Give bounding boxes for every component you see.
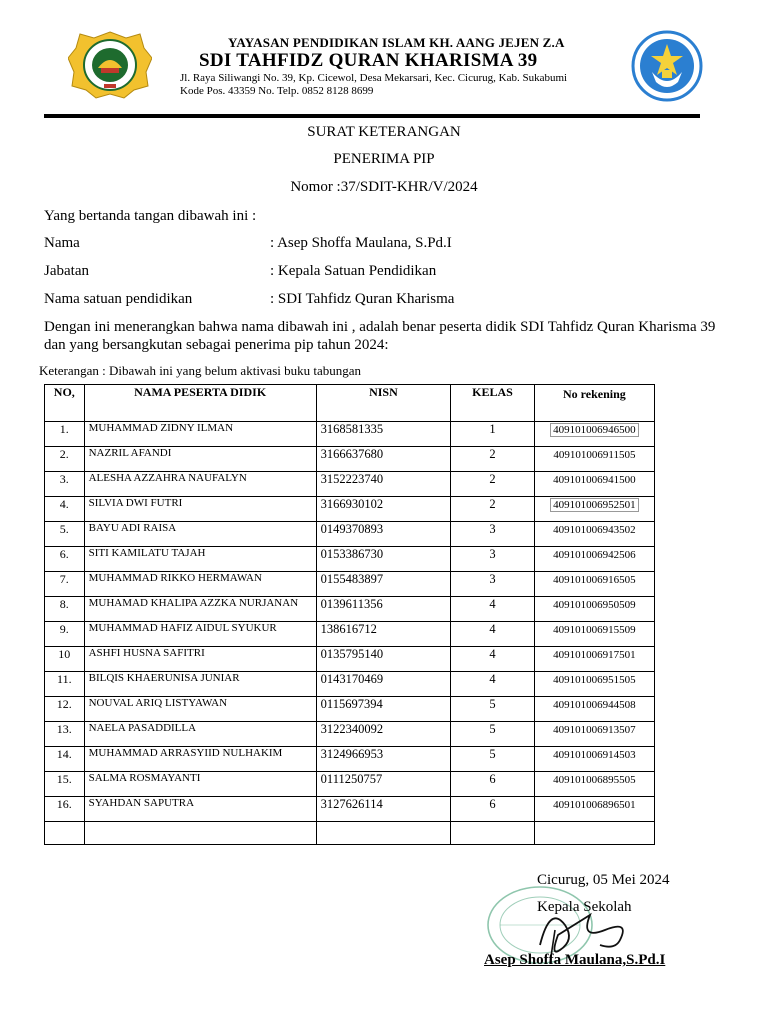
row-no: 5.	[45, 522, 85, 547]
table-row	[45, 622, 655, 647]
note-text: Keterangan : Dibawah ini yang belum aktivasi buku tabungan	[39, 363, 362, 378]
row-student-name: MUHAMMAD ARRASYIID NULHAKIM	[84, 747, 316, 772]
row-kelas: 5	[451, 722, 535, 747]
field-label-name: Nama	[44, 235, 80, 251]
row-nisn: 0143170469	[316, 672, 451, 697]
row-kelas: 2	[451, 447, 535, 472]
row-nisn: 0153386730	[316, 547, 451, 572]
table-body	[45, 422, 655, 845]
rekening-box: 409101006952501	[550, 498, 639, 512]
school-name: SDI TAHFIDZ QURAN KHARISMA 39	[199, 50, 538, 71]
row-rekening: 409101006915509	[534, 622, 654, 647]
field-value-position: : Kepala Satuan Pendidikan	[270, 263, 437, 279]
row-no: 15.	[45, 772, 85, 797]
rekening-box: 409101006946500	[550, 423, 639, 437]
row-student-name: MUHAMAD KHALIPA AZZKA NURJANAN	[84, 597, 316, 622]
row-no: 10	[45, 647, 85, 672]
row-nisn: 3168581335	[316, 422, 451, 447]
table-row	[45, 772, 655, 797]
row-student-name: ALESHA AZZAHRA NAUFALYN	[84, 472, 316, 497]
row-rekening: 409101006896501	[534, 797, 654, 822]
table-row	[45, 497, 655, 522]
row-no: 2.	[45, 447, 85, 472]
table-row	[45, 597, 655, 622]
table-row	[45, 647, 655, 672]
row-nisn: 3166930102	[316, 497, 451, 522]
row-no: 7.	[45, 572, 85, 597]
row-nisn: 0139611356	[316, 597, 451, 622]
row-student-name: SILVIA DWI FUTRI	[84, 497, 316, 522]
row-student-name: BAYU ADI RAISA	[84, 522, 316, 547]
table-row	[45, 797, 655, 822]
row-nisn: 3122340092	[316, 722, 451, 747]
header-name: NAMA PESERTA DIDIK	[84, 385, 316, 422]
document-title: SURAT KETERANGAN	[307, 124, 461, 140]
field-label-unit: Nama satuan pendidikan	[44, 291, 193, 307]
row-no: 12.	[45, 697, 85, 722]
row-student-name: MUHAMMAD ZIDNY ILMAN	[84, 422, 316, 447]
table-row	[45, 547, 655, 572]
row-no: 1.	[45, 422, 85, 447]
header-nisn: NISN	[316, 385, 451, 422]
signature-role: Kepala Sekolah	[537, 899, 632, 915]
row-kelas: 5	[451, 697, 535, 722]
row-rekening: 409101006942506	[534, 547, 654, 572]
signature-name: Asep Shoffa Maulana,S.Pd.I	[484, 952, 666, 968]
document-number: Nomor :37/SDIT-KHR/V/2024	[290, 179, 478, 195]
row-student-name: SITI KAMILATU TAJAH	[84, 547, 316, 572]
row-kelas: 6	[451, 772, 535, 797]
row-kelas: 3	[451, 547, 535, 572]
header-rekening: No rekening	[534, 385, 654, 422]
empty-cell	[534, 822, 654, 845]
row-rekening: 409101006914503	[534, 747, 654, 772]
table-row	[45, 447, 655, 472]
row-nisn: 0155483897	[316, 572, 451, 597]
header-kelas: KELAS	[451, 385, 535, 422]
row-rekening: 409101006911505	[534, 447, 654, 472]
row-nisn: 3166637680	[316, 447, 451, 472]
row-kelas: 6	[451, 797, 535, 822]
row-student-name: NAZRIL AFANDI	[84, 447, 316, 472]
row-student-name: NAELA PASADDILLA	[84, 722, 316, 747]
empty-row	[45, 822, 655, 845]
row-rekening	[534, 497, 654, 522]
row-kelas: 1	[451, 422, 535, 447]
row-nisn: 0135795140	[316, 647, 451, 672]
empty-cell	[45, 822, 85, 845]
empty-cell	[451, 822, 535, 845]
statement-text: Dengan ini menerangkan bahwa nama dibawah ini , adalah benar peserta didik SDI Tahfidz Quran Kharisma 39 dan yang bersangkutan sebagai penerima pip tahun 2024:	[44, 319, 716, 353]
row-kelas: 5	[451, 747, 535, 772]
row-student-name: NOUVAL ARIQ LISTYAWAN	[84, 697, 316, 722]
row-no: 13.	[45, 722, 85, 747]
header-no: NO,	[45, 385, 85, 422]
row-rekening: 409101006951505	[534, 672, 654, 697]
row-kelas: 3	[451, 522, 535, 547]
row-rekening	[534, 422, 654, 447]
row-no: 9.	[45, 622, 85, 647]
row-rekening: 409101006950509	[534, 597, 654, 622]
foundation-name: YAYASAN PENDIDIKAN ISLAM KH. AANG JEJEN Z.A	[228, 35, 565, 50]
school-address: Jl. Raya Siliwangi No. 39, Kp. Cicewol, Desa Mekarsari, Kec. Cicurug, Kab. Sukabumi	[180, 72, 568, 84]
row-student-name: MUHAMMAD HAFIZ AIDUL SYUKUR	[84, 622, 316, 647]
tut-wuri-handayani-logo	[630, 30, 704, 102]
row-no: 16.	[45, 797, 85, 822]
row-nisn: 0111250757	[316, 772, 451, 797]
row-student-name: ASHFI HUSNA SAFITRI	[84, 647, 316, 672]
table-row	[45, 472, 655, 497]
table-row	[45, 572, 655, 597]
table-row	[45, 422, 655, 447]
document-subtitle: PENERIMA PIP	[333, 151, 435, 167]
row-rekening: 409101006895505	[534, 772, 654, 797]
empty-cell	[316, 822, 451, 845]
row-no: 8.	[45, 597, 85, 622]
row-kelas: 4	[451, 672, 535, 697]
row-kelas: 2	[451, 472, 535, 497]
row-no: 4.	[45, 497, 85, 522]
school-contact: Kode Pos. 43359 No. Telp. 0852 8128 8699	[180, 85, 374, 97]
row-nisn: 0149370893	[316, 522, 451, 547]
row-kelas: 3	[451, 572, 535, 597]
row-rekening: 409101006913507	[534, 722, 654, 747]
empty-cell	[84, 822, 316, 845]
row-kelas: 4	[451, 647, 535, 672]
table-row	[45, 522, 655, 547]
row-kelas: 4	[451, 622, 535, 647]
row-rekening: 409101006916505	[534, 572, 654, 597]
intro-text: Yang bertanda tangan dibawah ini :	[44, 208, 257, 224]
row-kelas: 2	[451, 497, 535, 522]
row-rekening: 409101006941500	[534, 472, 654, 497]
foundation-logo	[68, 30, 152, 100]
row-student-name: MUHAMMAD RIKKO HERMAWAN	[84, 572, 316, 597]
row-nisn: 3152223740	[316, 472, 451, 497]
table-row	[45, 672, 655, 697]
table-row	[45, 697, 655, 722]
row-kelas: 4	[451, 597, 535, 622]
field-value-name: : Asep Shoffa Maulana, S.Pd.I	[270, 235, 452, 251]
field-label-position: Jabatan	[44, 263, 89, 279]
row-no: 3.	[45, 472, 85, 497]
signature-place-date: Cicurug, 05 Mei 2024	[537, 872, 670, 888]
row-student-name: BILQIS KHAERUNISA JUNIAR	[84, 672, 316, 697]
students-table	[44, 384, 655, 845]
row-nisn: 3127626114	[316, 797, 451, 822]
row-student-name: SYAHDAN SAPUTRA	[84, 797, 316, 822]
row-nisn: 138616712	[316, 622, 451, 647]
row-rekening: 409101006944508	[534, 697, 654, 722]
row-nisn: 3124966953	[316, 747, 451, 772]
table-header-row	[45, 385, 655, 422]
field-value-unit: : SDI Tahfidz Quran Kharisma	[270, 291, 455, 307]
row-no: 14.	[45, 747, 85, 772]
row-rekening: 409101006917501	[534, 647, 654, 672]
row-student-name: SALMA ROSMAYANTI	[84, 772, 316, 797]
table-row	[45, 722, 655, 747]
row-rekening: 409101006943502	[534, 522, 654, 547]
table-row	[45, 747, 655, 772]
row-nisn: 0115697394	[316, 697, 451, 722]
letterhead-divider	[44, 114, 700, 118]
row-no: 11.	[45, 672, 85, 697]
row-no: 6.	[45, 547, 85, 572]
